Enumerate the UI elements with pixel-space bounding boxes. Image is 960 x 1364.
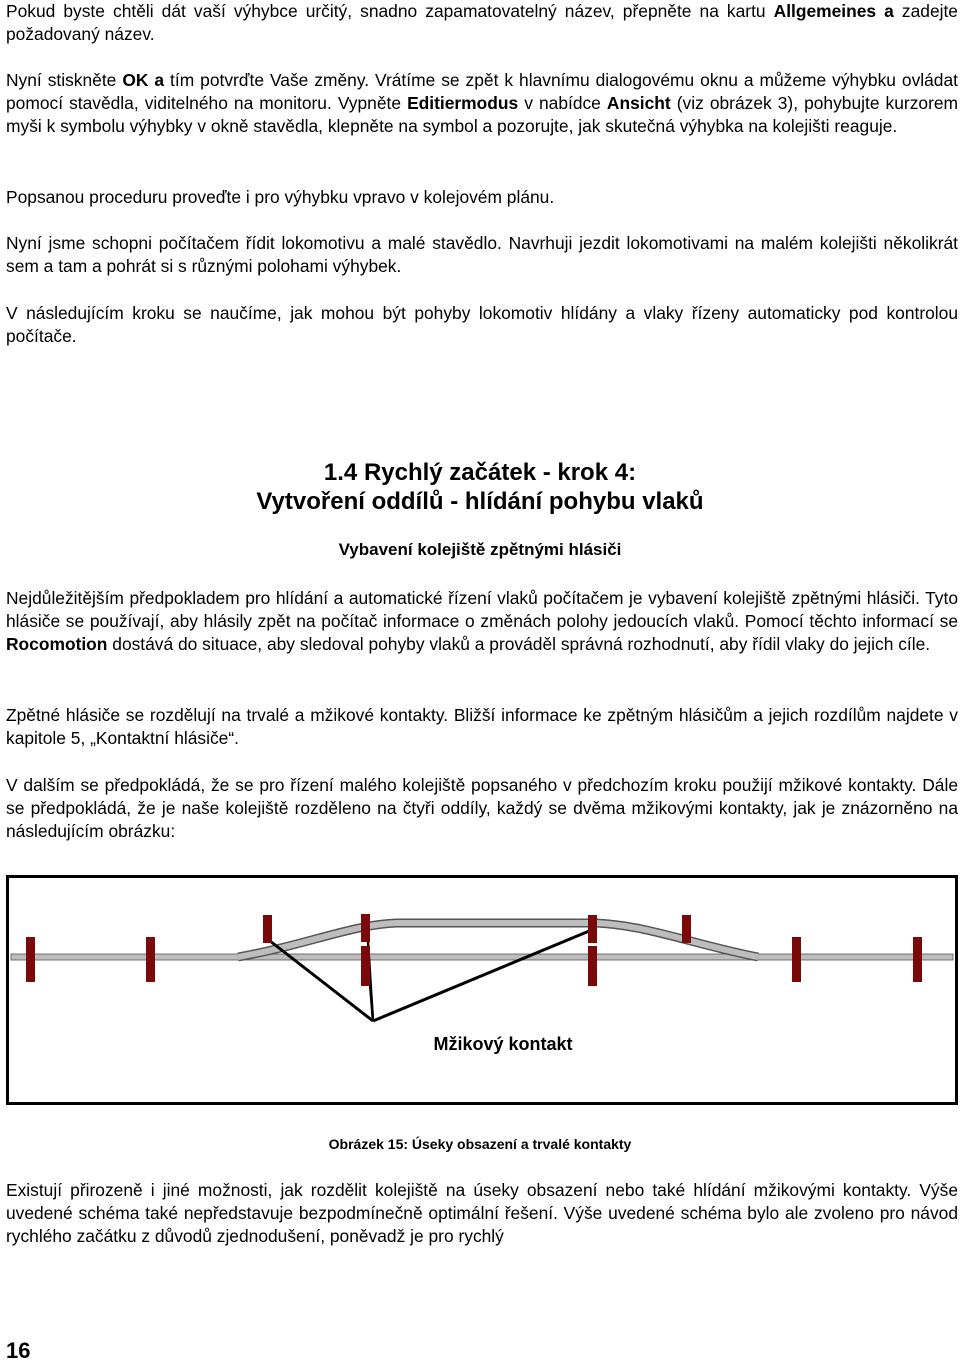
paragraph-assumptions: V dalším se předpokládá, že se pro řízení malého kolejiště popsaného v předchozím kroku použijí mžikové kontakty. Dále se předpokládá, že je naše kolejiště rozděleno na čtyři oddíly, každý se dvěma mžikovými kontakty, jak je znázorněno na následujícím obrázku: <box>6 775 958 841</box>
section-title-line1: 1.4 Rychlý začátek - krok 4: <box>323 459 637 486</box>
paragraph-control-loco: Nyní jsme schopni počítačem řídit lokomotivu a malé stavědlo. Navrhuji jezdit lokomotivami na malém kolejišti několikrát sem a tam a pohrát si s různými polohami výhybek. <box>6 233 958 276</box>
page-number: 16 <box>6 1338 31 1363</box>
contact-marker <box>913 937 922 982</box>
section-subtitle: Vybavení kolejiště zpětnými hlásiči <box>338 540 622 559</box>
contact-marker <box>588 915 597 943</box>
contact-marker <box>263 915 272 943</box>
section-title-line2: Vytvoření oddílů - hlídání pohybu vlaků <box>256 488 704 515</box>
contact-label: Mžikový kontakt <box>420 1034 586 1055</box>
track-diagram-svg <box>6 875 958 1105</box>
paragraph-right-switch: Popsanou proceduru proveďte i pro výhybku vpravo v kolejovém plánu. <box>6 187 555 207</box>
contact-marker <box>146 937 155 982</box>
paragraph-name-switch: Pokud byste chtěli dát vaší výhybce určitý, snadno zapamatovatelný název, přepněte na kartu Allgemeines a zadejte požadovaný název. <box>6 1 958 44</box>
paragraph-other-options: Existují přirozeně i jiné možnosti, jak rozdělit kolejiště na úseky obsazení nebo také hlídání mžikovými kontakty. Výše uvedené schéma také nepředstavuje bezpodmínečně optimální řešení. Výše uvedené schéma bylo ale zvoleno pro návod rychlého začátku z důvodů zjednodušení, poněvadž je pro rychlý <box>6 1180 958 1246</box>
contact-marker <box>361 914 370 942</box>
figure-caption: Obrázek 15: Úseky obsazení a trvalé kontakty <box>328 1136 632 1152</box>
track-diagram <box>6 875 958 1105</box>
contact-marker <box>792 937 801 982</box>
paragraph-confirm-changes: Nyní stiskněte OK a tím potvrďte Vaše změny. Vrátíme se zpět k hlavnímu dialogovému oknu a můžeme výhybku ovládat pomocí stavědla, viditelného na monitoru. Vypněte Editiermodus v nabídce Ansicht (viz obrázek 3), pohybujte kurzorem myši k symbolu výhybky v okně stavědla, klepněte na symbol a pozorujte, jak skutečná výhybka na kolejišti reaguje. <box>6 70 959 136</box>
paragraph-next-step: V následujícím kroku se naučíme, jak mohou být pohyby lokomotiv hlídány a vlaky řízeny automaticky pod kontrolou počítače. <box>6 303 958 346</box>
paragraph-contact-types: Zpětné hlásiče se rozdělují na trvalé a mžikové kontakty. Bližší informace ke zpětným hlásičům a jejich rozdílům najdete v kapitole 5, „Kontaktní hlásiče“. <box>6 705 958 748</box>
contact-marker <box>361 946 370 986</box>
contact-marker <box>588 946 597 986</box>
diagram-frame <box>8 877 957 1104</box>
contact-marker <box>682 915 691 943</box>
contact-marker <box>26 937 35 982</box>
paragraph-feedback-importance: Nejdůležitějším předpokladem pro hlídání a automatické řízení vlaků počítačem je vybavení kolejiště zpětnými hlásiči. Tyto hlásiče se používají, aby hlásily zpět na počítač informace o změnách polohy jedoucích vlaků. Pomocí těchto informací se Rocomotion dostává do situace, aby sledoval pohyby vlaků a prováděl správná rozhodnutí, aby řídil vlaky do jejich cíle. <box>6 588 958 654</box>
